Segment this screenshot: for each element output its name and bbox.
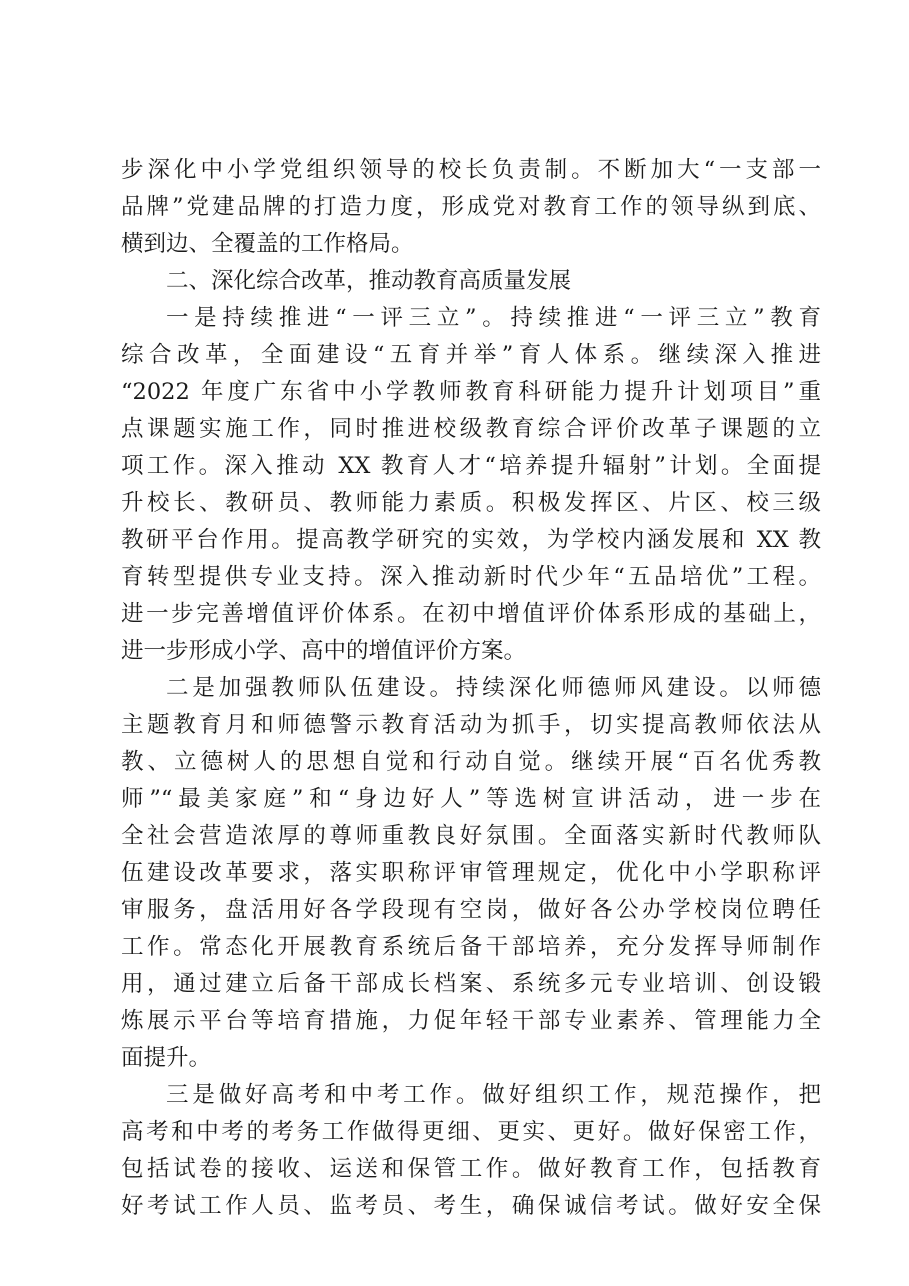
text-line: 育转型提供专业支持。深入推动新时代少年“五品培优”工程。	[121, 564, 821, 590]
text-line: 伍建设改革要求，落实职称评审管理规定，优化中小学职称评	[121, 860, 821, 886]
text-line: 高考和中考的考务工作做得更细、更实、更好。做好保密工作，	[121, 1119, 821, 1145]
text-line: 项工作。深入推动 XX 教育人才“培养提升辐射”计划。全面提	[121, 453, 821, 479]
text-line: 进一步完善增值评价体系。在初中增值评价体系形成的基础上，	[121, 601, 821, 627]
text-line: 工作。常态化开展教育系统后备干部培养，充分发挥导师制作	[121, 934, 821, 960]
text-line: 二是加强教师队伍建设。持续深化师德师风建设。以师德	[166, 675, 821, 701]
text-line: 升校长、教研员、教师能力素质。积极发挥区、片区、校三级	[121, 490, 821, 516]
text-line: 横到边、全覆盖的工作格局。	[121, 231, 414, 257]
text-line: 进一步形成小学、高中的增值评价方案。	[121, 638, 527, 664]
text-line: 师”“最美家庭”和“身边好人”等选树宣讲活动，进一步在	[121, 786, 821, 812]
text-line: 面提升。	[121, 1045, 212, 1071]
text-line: 品牌”党建品牌的打造力度，形成党对教育工作的领导纵到底、	[121, 194, 821, 220]
text-line: 审服务，盘活用好各学段现有空岗，做好各公办学校岗位聘任	[121, 897, 821, 923]
text-line: 一是持续推进“一评三立”。持续推进“一评三立”教育	[166, 305, 821, 331]
text-line: 步深化中小学党组织领导的校长负责制。不断加大“一支部一	[121, 157, 821, 183]
text-line: 综合改革，全面建设“五育并举”育人体系。继续深入推进	[121, 342, 821, 368]
text-line: 全社会营造浓厚的尊师重教良好氛围。全面落实新时代教师队	[121, 823, 821, 849]
text-line: 包括试卷的接收、运送和保管工作。做好教育工作，包括教育	[121, 1156, 821, 1182]
text-line: 用，通过建立后备干部成长档案、系统多元专业培训、创设锻	[121, 971, 821, 997]
text-line: “2022 年度广东省中小学教师教育科研能力提升计划项目”重	[121, 379, 821, 405]
section-heading: 二、深化综合改革，推动教育高质量发展	[166, 268, 572, 294]
text-line: 炼展示平台等培育措施，力促年轻干部专业素养、管理能力全	[121, 1008, 821, 1034]
text-line: 点课题实施工作，同时推进校级教育综合评价改革子课题的立	[121, 416, 821, 442]
text-line: 好考试工作人员、监考员、考生，确保诚信考试。做好安全保	[121, 1193, 821, 1219]
text-line: 教研平台作用。提高教学研究的实效，为学校内涵发展和 XX 教	[121, 527, 821, 553]
text-line: 教、立德树人的思想自觉和行动自觉。继续开展“百名优秀教	[121, 749, 821, 775]
text-line: 主题教育月和师德警示教育活动为抓手，切实提高教师依法从	[121, 712, 821, 738]
text-line: 三是做好高考和中考工作。做好组织工作，规范操作，把	[166, 1082, 821, 1108]
